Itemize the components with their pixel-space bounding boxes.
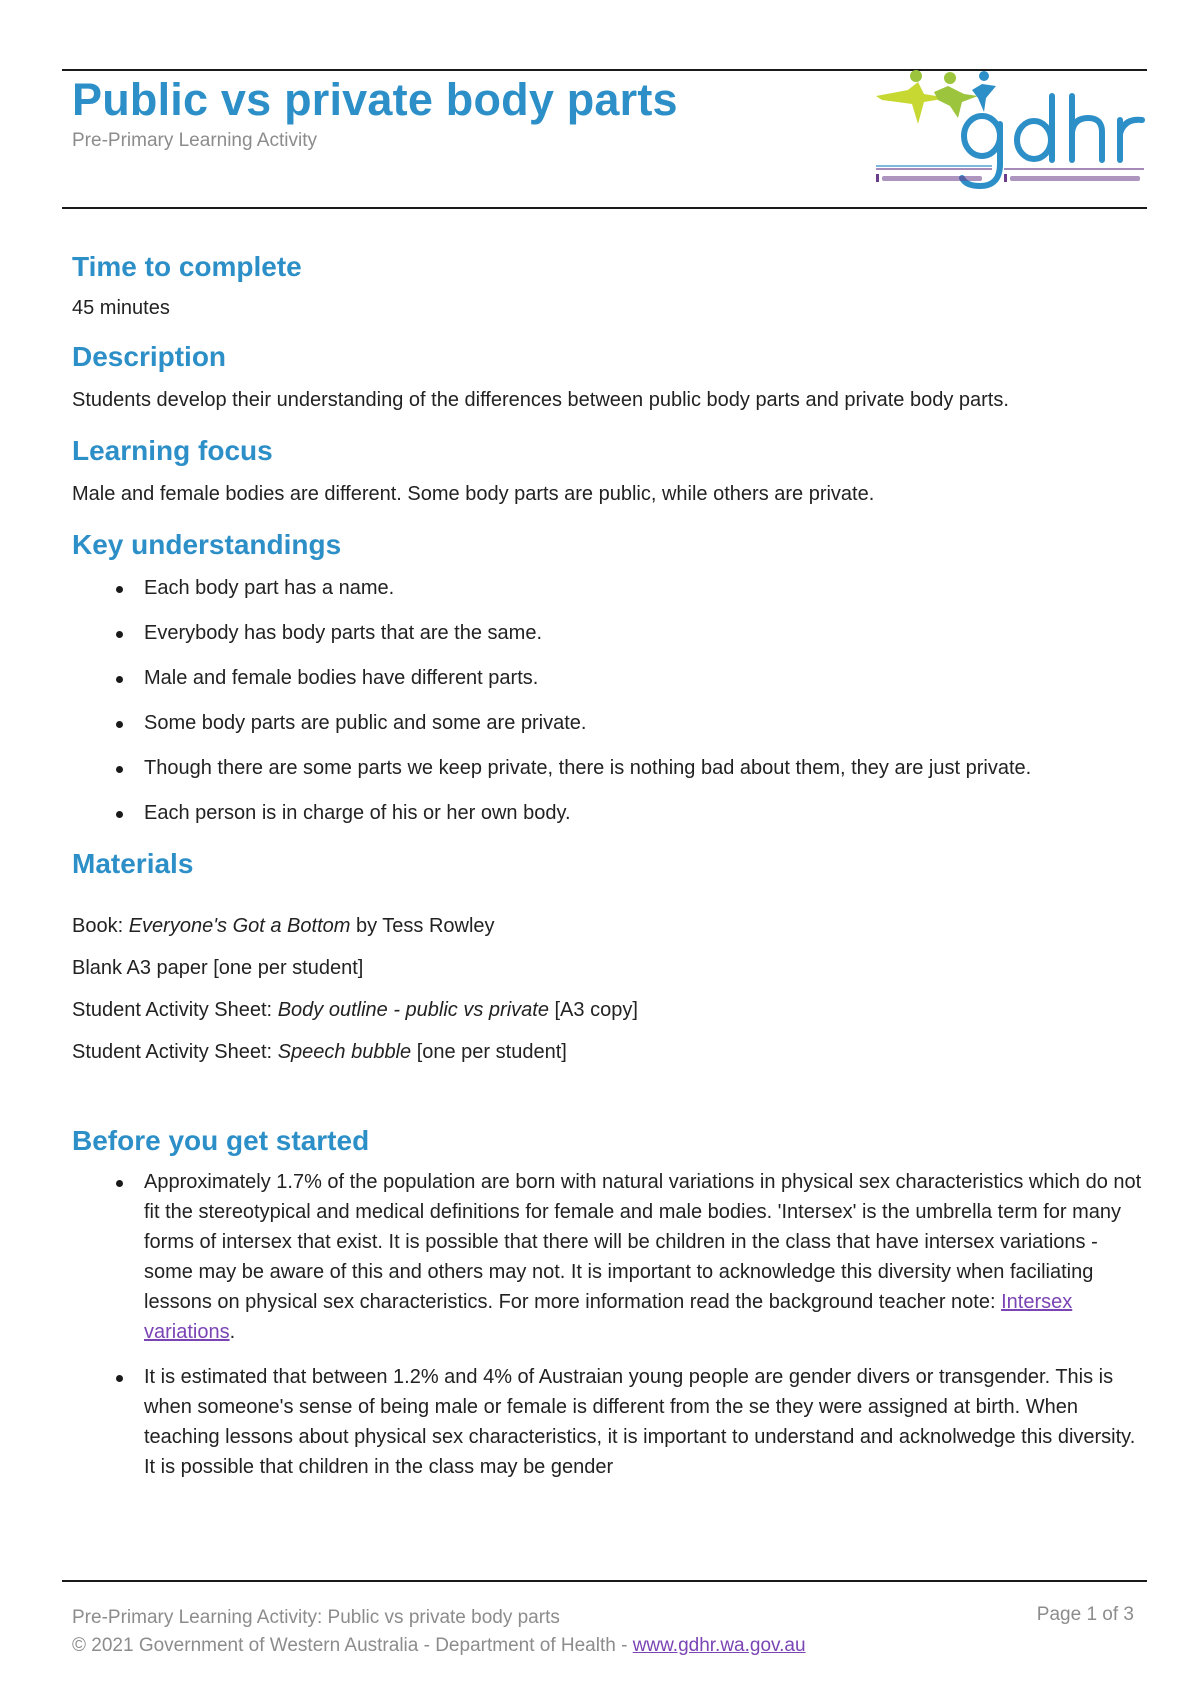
material-paper: Blank A3 paper [one per student]: [72, 957, 364, 979]
page-number: Page 1 of 3: [1036, 1604, 1134, 1625]
footer-copyright: [72, 1632, 806, 1660]
bullet-icon: [116, 721, 123, 728]
list-item-text: It is estimated that between 1.2% and 4% of Austraian young people are gender divers or transgender. This is when someone's sense of being male or female is different from the se they were assigned at birth. When teaching lessons about physical sex characteristics, it is important to understand and acknolwedge this diversity. It is possible that children in the class may be gender: [144, 1366, 1136, 1478]
logo-wordmark-icon: [962, 96, 1142, 186]
list-item: [72, 663, 1142, 693]
main-content: [72, 250, 1142, 1497]
sheet-title: Speech bubble: [277, 1041, 412, 1063]
key-list: [72, 573, 1142, 828]
footer-rule: [62, 1580, 1147, 1582]
list-item: [72, 753, 1142, 783]
list-item-text: Male and female bodies have different parts.: [144, 667, 539, 689]
material-sheet-speech-bubble: [72, 1037, 1142, 1067]
gdhr-logo: [868, 68, 1148, 198]
intersex-variations-link[interactable]: Intersex variations: [144, 1291, 1073, 1343]
sheet-note: [A3 copy]: [548, 999, 638, 1021]
material-label: Student Activity Sheet:: [72, 1041, 278, 1063]
bullet-icon: [116, 1180, 123, 1187]
list-item-text: Everybody has body parts that are the same.: [144, 622, 542, 644]
list-item: [72, 708, 1142, 738]
key-heading: Key understandings: [72, 529, 342, 560]
list-item: [72, 798, 1142, 828]
material-sheet-body-outline: [72, 995, 1142, 1025]
materials-heading: Materials: [72, 848, 194, 879]
list-item-text: Approximately 1.7% of the population are born with natural variations in physical sex characteristics which do not fit the stereotypical and medical definitions for female and male bodies. 'Intersex' is the umbrella term for many forms of intersex that exist. It is possible that there will be children in the class that have intersex variations - some may be aware of this and others may not. It is important to acknowledge this diversity when faciliating lessons on physical sex characteristics. For more information read the background teacher note:: [144, 1171, 1142, 1313]
sheet-note: [one per student]: [411, 1041, 567, 1063]
page-subtitle: Pre-Primary Learning Activity: [72, 130, 317, 151]
gdhr-website-link[interactable]: www.gdhr.wa.gov.au: [632, 1635, 806, 1656]
description-heading: Description: [72, 341, 227, 372]
logo-tagline-icon: [876, 166, 1144, 182]
material-book: [72, 911, 1142, 941]
focus-heading: Learning focus: [72, 435, 273, 466]
list-item: [72, 618, 1142, 648]
header-bottom-rule: [62, 207, 1147, 209]
bullet-icon: [116, 676, 123, 683]
list-item-text: Some body parts are public and some are private.: [144, 712, 587, 734]
bullet-icon: [116, 1375, 123, 1382]
material-label: Book:: [72, 915, 129, 937]
focus-text: Male and female bodies are different. Some body parts are public, while others are private.: [72, 483, 875, 505]
footer-copyright-text: © 2021 Government of Western Australia - Department of Health -: [72, 1635, 633, 1656]
list-item: [72, 1167, 1142, 1347]
footer: [72, 1604, 806, 1660]
book-author: by Tess Rowley: [350, 915, 495, 937]
bullet-icon: [116, 766, 123, 773]
sheet-title: Body outline - public vs private: [277, 999, 549, 1021]
description-text: Students develop their understanding of the differences between public body parts and private body parts.: [72, 389, 1009, 411]
bullet-icon: [116, 586, 123, 593]
list-item-text-end: .: [229, 1321, 236, 1343]
list-item-text: Each body part has a name.: [144, 577, 395, 599]
book-title: Everyone's Got a Bottom: [128, 915, 351, 937]
time-heading: Time to complete: [72, 251, 302, 282]
list-item: [72, 1362, 1142, 1482]
before-heading: Before you get started: [72, 1125, 370, 1156]
list-item-text: Though there are some parts we keep private, there is nothing bad about them, they are just private.: [144, 757, 1032, 779]
footer-title: Pre-Primary Learning Activity: Public vs private body parts: [72, 1607, 560, 1628]
page-title: Public vs private body parts: [72, 74, 678, 125]
before-list: [72, 1167, 1142, 1482]
list-item-text: Each person is in charge of his or her own body.: [144, 802, 571, 824]
list-item: [72, 573, 1142, 603]
material-label: Student Activity Sheet:: [72, 999, 278, 1021]
bullet-icon: [116, 631, 123, 638]
bullet-icon: [116, 811, 123, 818]
time-value: 45 minutes: [72, 297, 170, 319]
